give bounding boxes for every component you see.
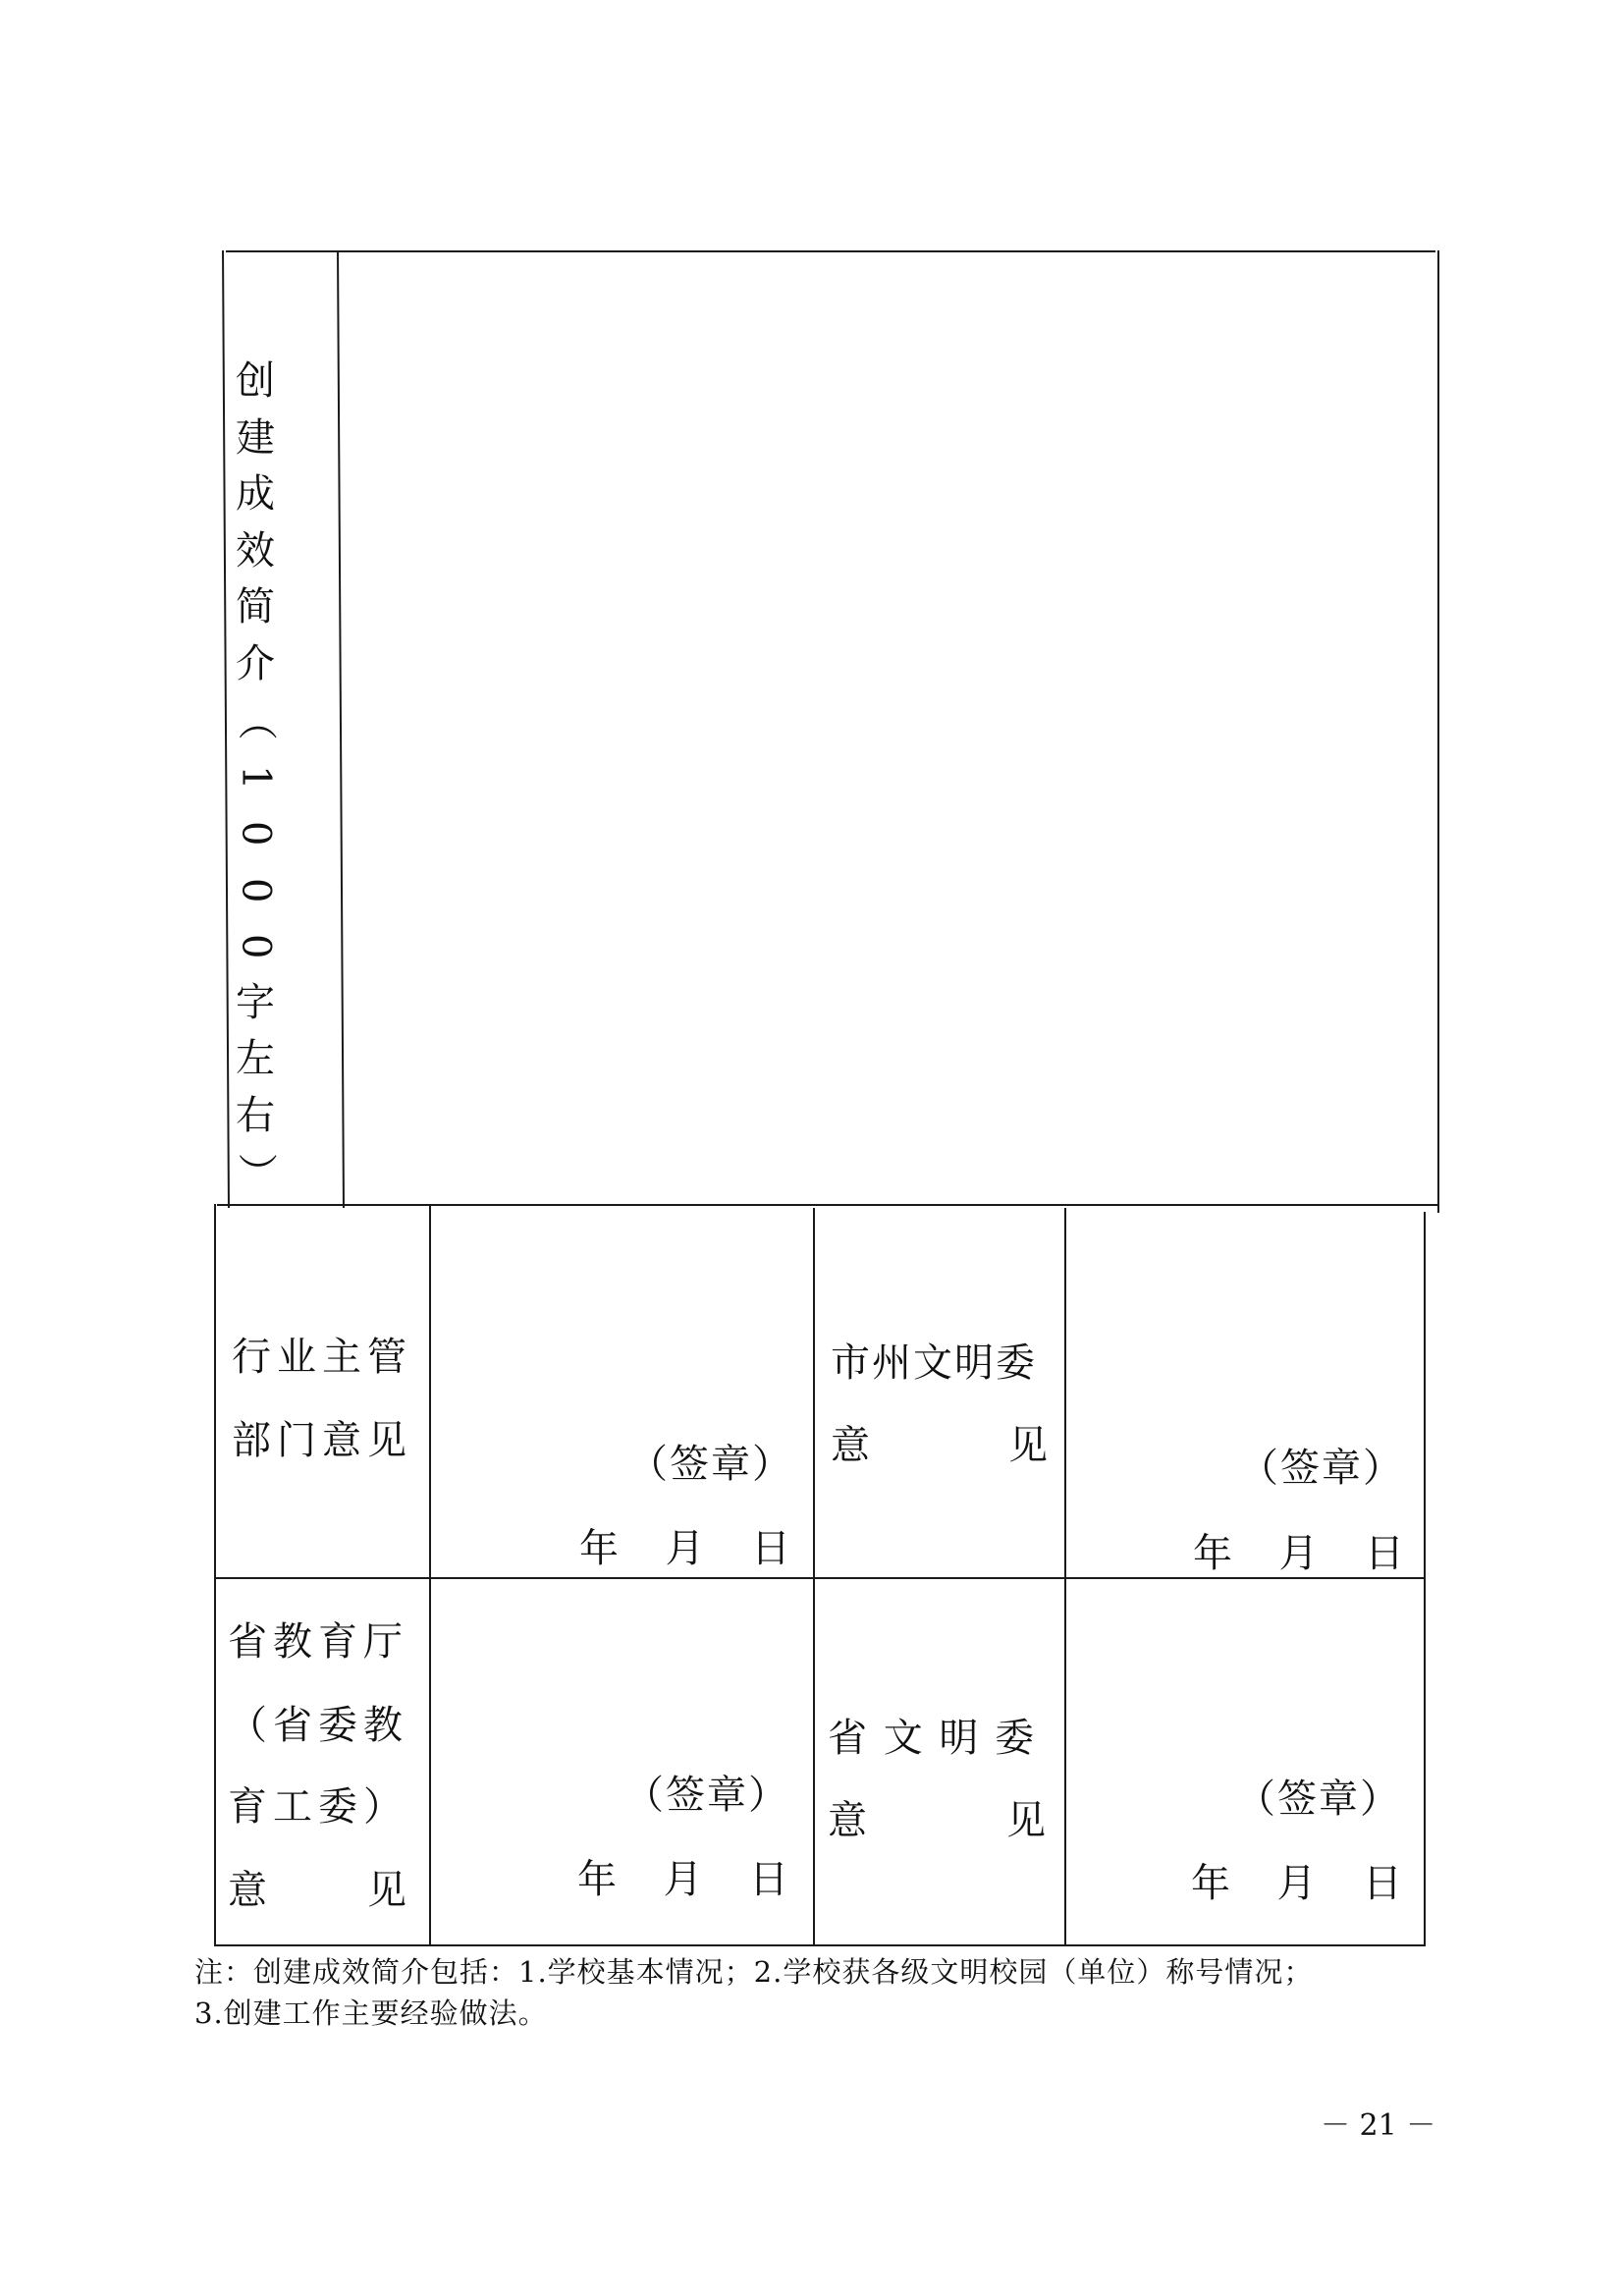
city-committee-seal-label: （签章） [1239,1446,1404,1491]
provincial-edu-label-line1: 省教育厅 [228,1619,408,1665]
opinion-char: 见 [367,1868,406,1913]
provincial-committee-label-line1: 省 文 明 委 [828,1716,1037,1761]
date-day-label: 日 [749,1857,788,1902]
summary-label-char: 0 [233,877,279,902]
summary-label-char: 简 [236,584,275,629]
city-committee-date [1193,1531,1404,1576]
date-month-label: 月 [1276,1861,1317,1906]
date-day-label: 日 [1365,1531,1404,1576]
provincial-edu-seal-label: （签章） [624,1773,789,1818]
opinion-char: 见 [1008,1423,1048,1468]
date-month-label: 月 [665,1526,705,1571]
table-bottom-border [214,1944,1424,1946]
industry-dept-date [579,1526,790,1571]
summary-bottom-border [217,1204,1437,1206]
row-divider-col-1 [429,1204,431,1945]
table-top-border [226,250,1435,252]
footnote-line-1: 注：创建成效简介包括：1.学校基本情况；2.学校获各级文明校园（单位）称号情况； [194,1955,1314,1989]
provincial-edu-date [577,1857,788,1902]
opinion-char: 意 [831,1423,870,1468]
summary-label-char: （ [233,700,279,740]
provincial-edu-label-line2: （省委教 [228,1703,408,1748]
date-month-label: 月 [1278,1531,1319,1576]
provincial-edu-label-line3: 育工委） [228,1784,408,1830]
industry-dept-label-line2: 部门意见 [232,1418,412,1463]
row-1-bottom-border [214,1577,1424,1579]
table-right-border-lower [1424,1212,1426,1946]
provincial-committee-label-line2 [828,1798,1046,1843]
summary-label-divider [337,250,345,1208]
date-day-label: 日 [1363,1861,1402,1906]
summary-label-char: 1 [233,764,279,790]
industry-dept-seal-label: （签章） [628,1442,793,1487]
summary-label-char: 效 [236,527,275,574]
summary-label-char: 创 [236,358,275,404]
city-committee-label-line1: 市州文明委 [831,1340,1037,1386]
summary-label-char: 0 [233,934,279,959]
industry-dept-label-line1: 行业主管 [232,1335,412,1380]
date-year-label: 年 [577,1857,617,1902]
summary-label-char: 右 [236,1092,275,1138]
date-year-label: 年 [1191,1861,1230,1906]
provincial-committee-seal-label: （签章） [1236,1777,1401,1822]
opinion-char: 意 [828,1798,867,1843]
summary-label-char: 成 [236,471,275,517]
provincial-edu-label-line4 [228,1868,406,1913]
footnote-line-2: 3.创建工作主要经验做法。 [194,1996,548,2030]
city-committee-label-line2 [831,1423,1048,1468]
page-number: － 21 － [1321,2108,1436,2143]
summary-label-char: ） [233,1152,279,1192]
summary-label-char: 左 [236,1036,275,1081]
date-year-label: 年 [1193,1531,1232,1576]
summary-vertical-label [228,354,283,1201]
summary-label-char: 建 [236,414,275,461]
table-left-border-lower [214,1204,216,1945]
summary-label-char: 字 [236,979,275,1025]
summary-label-char: 介 [236,640,275,686]
table-right-border-upper [1437,250,1439,1213]
opinion-char: 意 [228,1868,267,1913]
date-day-label: 日 [751,1526,790,1571]
date-year-label: 年 [579,1526,619,1571]
provincial-committee-date [1191,1861,1402,1906]
summary-label-char: 0 [233,821,279,847]
opinion-char: 见 [1006,1798,1046,1843]
date-month-label: 月 [663,1857,703,1902]
